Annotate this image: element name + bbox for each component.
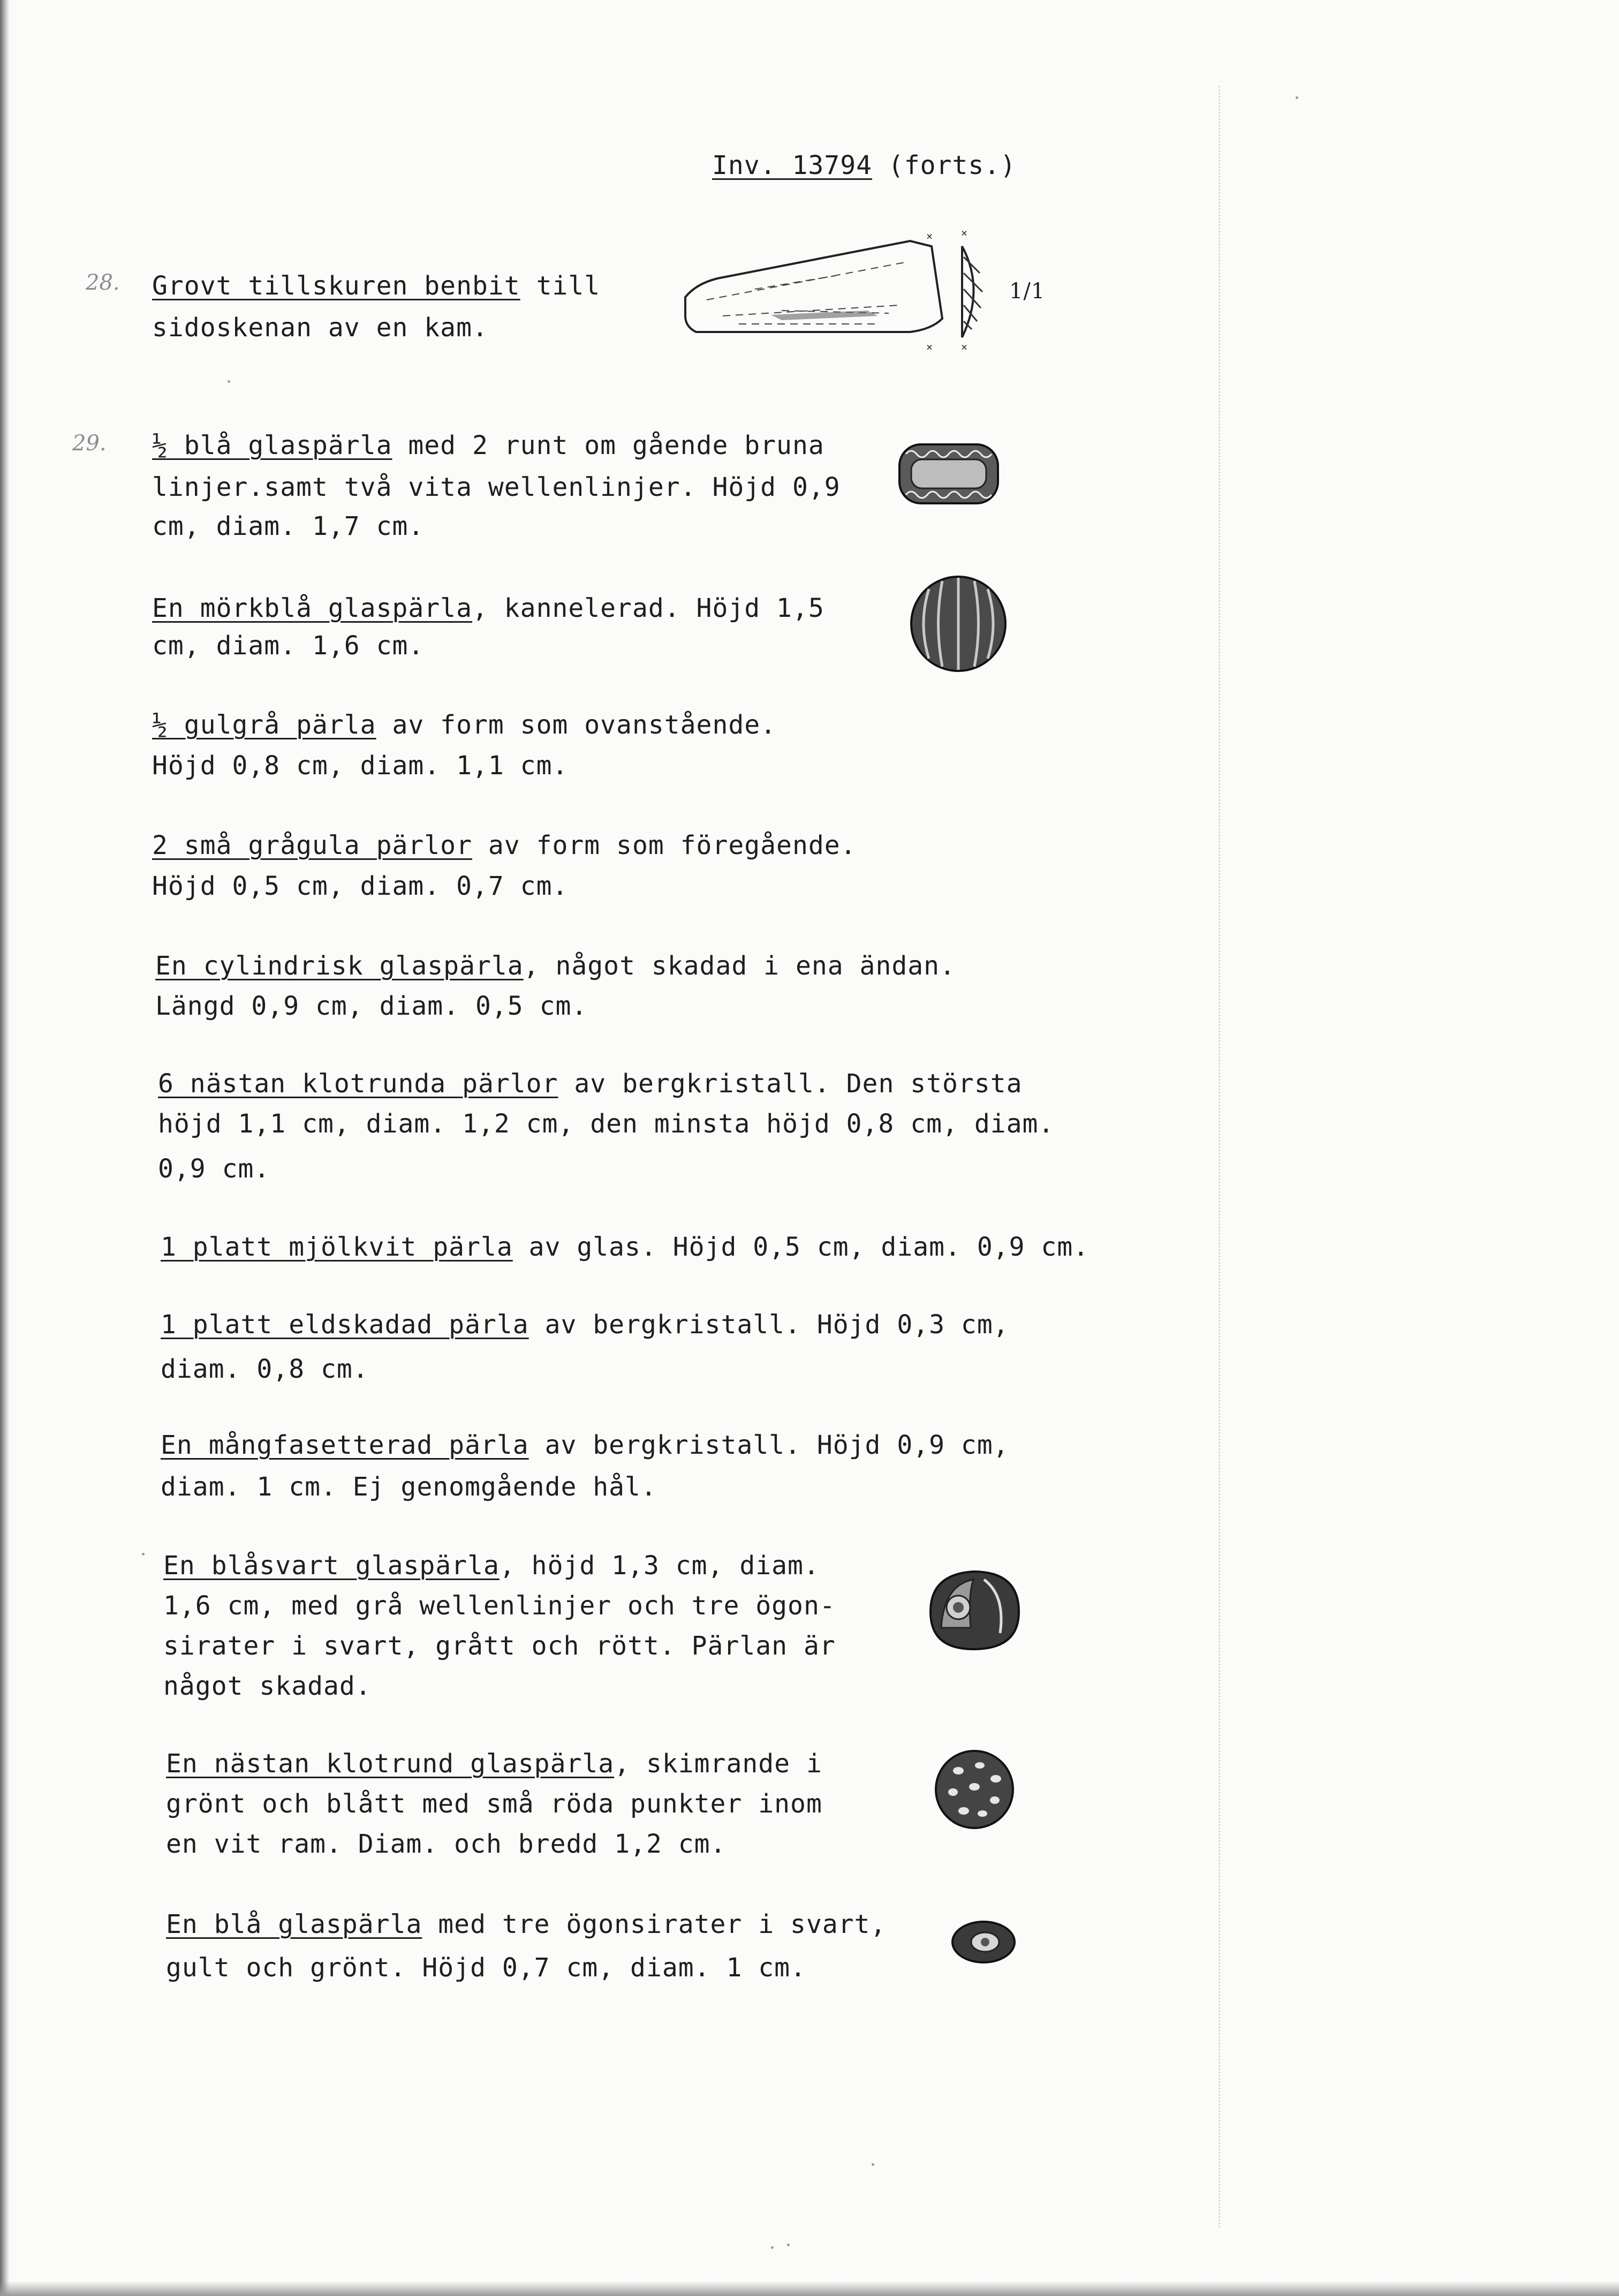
entry-gragula-title: 2 små grågula pärlor [152,830,472,860]
scan-speck [228,380,230,383]
svg-text:×: × [926,341,933,353]
entry-29-line2: linjer.samt två vita wellenlinjer. Höjd 0,9 [152,472,841,502]
scan-edge-bottom [0,2281,1619,2296]
scan-edge-left [0,0,10,2296]
scan-speck [787,2244,790,2246]
small-eye-bead-sketch [949,1918,1018,1966]
entry-blasvart-line1: En blåsvart glaspärla, höjd 1,3 cm, diam. [163,1551,820,1581]
entry-klotrund-line1: En nästan klotrund glaspärla, skimrande i [166,1749,822,1779]
entry-gragula-line2: Höjd 0,5 cm, diam. 0,7 cm. [152,871,569,901]
entry-morkbla-line1: En mörkblå glaspärla, kannelerad. Höjd 1,5 [152,593,824,623]
entry-eldskadad-line1: 1 platt eldskadad pärla av bergkristall. Höjd 0,3 cm, [161,1310,1009,1340]
scan-speck [872,2163,874,2166]
scan-speck [771,2246,774,2249]
entry-cylindrisk-title: En cylindrisk glaspärla [155,951,524,981]
entry-28-line2: sidoskenan av en kam. [152,313,488,343]
entry-gulgra-title: ½ gulgrå pärla [152,710,376,740]
entry-klotrund-line3: en vit ram. Diam. och bredd 1,2 cm. [166,1829,727,1859]
entry-mangfasetterad-line2: diam. 1 cm. Ej genomgående hål. [161,1472,657,1502]
eye-bead-sketch [920,1564,1027,1655]
fluted-bead-sketch [905,570,1012,677]
entry-cylindrisk-line1: En cylindrisk glaspärla, något skadad i ena ändan. [155,951,956,981]
entry-29-title: ½ blå glaspärla [152,430,392,460]
entry-number-28: 28. [86,270,120,295]
entry-blasvart-title: En blåsvart glaspärla [163,1551,500,1581]
entry-mangfasetterad-line1: En mångfasetterad pärla av bergkristall. Höjd 0,9 cm, [161,1430,1009,1460]
entry-28-title: Grovt tillskuren benbit [152,271,520,301]
svg-text:×: × [926,230,933,243]
dotted-bead-sketch [932,1747,1017,1832]
entry-eldskadad-line2: diam. 0,8 cm. [161,1354,369,1384]
entry-eldskadad-title: 1 platt eldskadad pärla [161,1310,529,1340]
entry-klotrund-title: En nästan klotrund glaspärla [166,1749,615,1779]
entry-cylindrisk-line2: Längd 0,9 cm, diam. 0,5 cm. [155,991,588,1021]
page-fold-line [1219,86,1222,2227]
entry-mjolkvit-line1: 1 platt mjölkvit pärla av glas. Höjd 0,5 cm, diam. 0,9 cm. [161,1232,1090,1262]
entry-blasvart-line3: sirater i svart, grått och rött. Pärlan är [163,1631,836,1661]
entry-klotrund-line2: grönt och blått med små röda punkter inom [166,1789,822,1819]
scan-speck [142,1553,145,1555]
entry-bergkristall6-line2: höjd 1,1 cm, diam. 1,2 cm, den minsta höjd 0,8 cm, diam. [158,1109,1055,1139]
header-continued: (forts.) [872,150,1017,180]
entry-gulgra-line2: Höjd 0,8 cm, diam. 1,1 cm. [152,751,569,781]
scan-speck [1296,96,1298,99]
entry-28-line1: Grovt tillskuren benbit till [152,271,601,301]
entry-gragula-line1: 2 små grågula pärlor av form som föregående. [152,830,857,860]
entry-bergkristall6-line1: 6 nästan klotrunda pärlor av bergkristall. Den största [158,1069,1023,1099]
entry-blasvart-line4: något skadad. [163,1671,372,1701]
scale-label: 1/1 [1009,279,1046,304]
entry-mjolkvit-title: 1 platt mjölkvit pärla [161,1232,513,1262]
entry-bla-ogon-title: En blå glaspärla [166,1909,422,1939]
half-bead-sketch [895,439,1002,509]
inventory-number: Inv. 13794 [712,150,872,180]
entry-29-line1: ½ blå glaspärla med 2 runt om gående bruna [152,430,824,460]
entry-bergkristall6-line3: 0,9 cm. [158,1154,270,1184]
entry-morkbla-line2: cm, diam. 1,6 cm. [152,631,425,661]
entry-bla-ogon-line1: En blå glaspärla med tre ögonsirater i svart, [166,1909,887,1939]
entry-morkbla-title: En mörkblå glaspärla [152,593,472,623]
page-header [712,145,1016,186]
svg-text:×: × [961,226,968,239]
entry-gulgra-line1: ½ gulgrå pärla av form som ovanstående. [152,710,777,740]
entry-blasvart-line2: 1,6 cm, med grå wellenlinjer och tre ögon- [163,1591,836,1621]
entry-29-line3: cm, diam. 1,7 cm. [152,511,425,541]
entry-number-29: 29. [72,431,107,456]
svg-text:×: × [961,341,968,353]
entry-mangfasetterad-title: En mångfasetterad pärla [161,1430,529,1460]
entry-bergkristall6-title: 6 nästan klotrunda pärlor [158,1069,558,1099]
bone-comb-sketch [675,225,1039,359]
entry-bla-ogon-line2: gult och grönt. Höjd 0,7 cm, diam. 1 cm. [166,1953,806,1983]
